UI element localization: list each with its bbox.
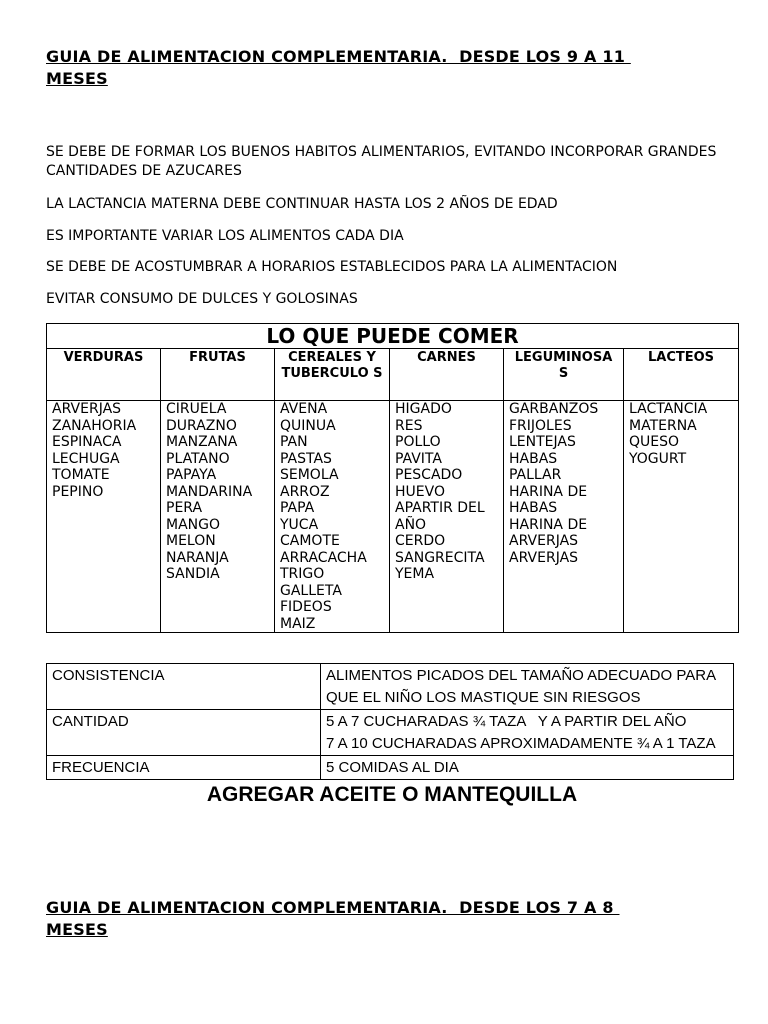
list-leguminosas: GARBANZOS FRIJOLES LENTEJAS HABAS PALLAR HARINA DE HABAS HARINA DE ARVERJAS ARVERJAS <box>509 401 599 566</box>
value-consistencia: ALIMENTOS PICADOS DEL TAMAÑO ADECUADO PARA QUE EL NIÑO LOS MASTIQUE SIN RIESGOS <box>321 664 734 710</box>
value-cantidad: 5 A 7 CUCHARADAS ¾ TAZA Y A PARTIR DEL AÑO 7 A 10 CUCHARADAS APROXIMADAMENTE ¾ A 1 TAZA <box>321 710 734 756</box>
paragraph-habits: SE DEBE DE FORMAR LOS BUENOS HABITOS ALIMENTARIOS, EVITANDO INCORPORAR GRANDES CANTIDADES DE AZUCARES <box>46 144 717 179</box>
section-heading-9-11 <box>46 46 738 90</box>
table-row <box>47 710 734 756</box>
column-header-cereales: CEREALES Y TUBERCULO S <box>275 349 390 401</box>
heading-line-1: GUIA DE ALIMENTACION COMPLEMENTARIA. DESDE LOS 9 A 11 <box>46 47 631 66</box>
oil-butter-note: AGREGAR ACEITE O MANTEQUILLA <box>206 783 578 806</box>
heading-line-2: MESES <box>46 69 108 88</box>
column-header-leguminosas: LEGUMINOSA S <box>504 349 624 401</box>
column-header-lacteos: LACTEOS <box>624 349 739 401</box>
paragraph-sweets: EVITAR CONSUMO DE DULCES Y GOLOSINAS <box>46 291 358 307</box>
table-row <box>47 756 734 780</box>
cell-cereales <box>275 401 390 633</box>
list-frutas: CIRUELA DURAZNO MANZANA PLATANO PAPAYA MANDARINA PERA MANGO MELON NARANJA SANDIA <box>166 401 253 582</box>
heading-line-2: MESES <box>46 920 108 939</box>
paragraph-schedule: SE DEBE DE ACOSTUMBRAR A HORARIOS ESTABLECIDOS PARA LA ALIMENTACION <box>46 259 618 275</box>
cell-frutas <box>161 401 275 633</box>
paragraph-breastfeeding: LA LACTANCIA MATERNA DEBE CONTINUAR HASTA LOS 2 AÑOS DE EDAD <box>46 196 558 212</box>
table-row <box>47 664 734 710</box>
label-cantidad: CANTIDAD <box>47 710 321 756</box>
list-carnes: HIGADO RES POLLO PAVITA PESCADO HUEVO APARTIR DEL AÑO CERDO SANGRECITA YEMA <box>395 401 485 582</box>
cell-lacteos <box>624 401 739 633</box>
food-table-title: LO QUE PUEDE COMER <box>47 324 739 349</box>
food-table <box>46 323 739 633</box>
cell-carnes <box>390 401 504 633</box>
cell-leguminosas <box>504 401 624 633</box>
section-heading-7-8 <box>46 897 738 941</box>
list-cereales: AVENA QUINUA PAN PASTAS SEMOLA ARROZ PAPA YUCA CAMOTE ARRACACHA TRIGO GALLETA FIDEOS MAIZ <box>280 401 367 632</box>
column-header-frutas: FRUTAS <box>161 349 275 401</box>
list-verduras: ARVERJAS ZANAHORIA ESPINACA LECHUGA TOMATE PEPINO <box>52 401 137 500</box>
column-header-carnes: CARNES <box>390 349 504 401</box>
label-frecuencia: FRECUENCIA <box>47 756 321 780</box>
paragraph-variety: ES IMPORTANTE VARIAR LOS ALIMENTOS CADA DIA <box>46 228 404 244</box>
list-lacteos: LACTANCIA MATERNA QUESO YOGURT <box>629 401 708 467</box>
label-consistencia: CONSISTENCIA <box>47 664 321 710</box>
heading-line-1: GUIA DE ALIMENTACION COMPLEMENTARIA. DESDE LOS 7 A 8 <box>46 898 620 917</box>
feeding-info-table <box>46 663 734 780</box>
cell-verduras <box>47 401 161 633</box>
column-header-verduras: VERDURAS <box>47 349 161 401</box>
value-frecuencia: 5 COMIDAS AL DIA <box>321 756 734 780</box>
